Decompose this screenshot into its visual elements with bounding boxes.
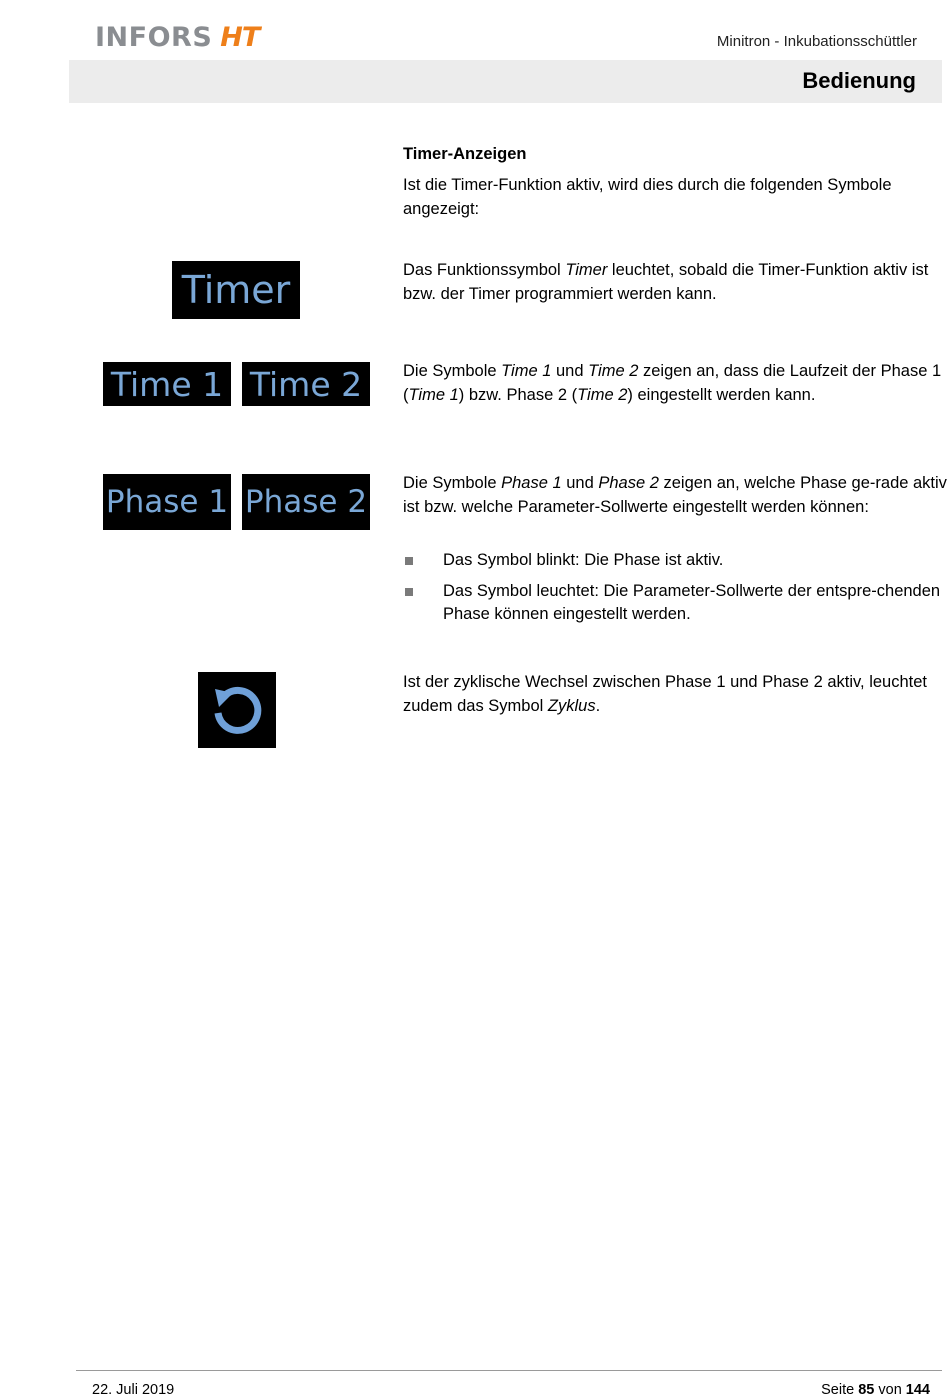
section-title: Bedienung bbox=[802, 68, 916, 93]
phase-paragraph: Die Symbole Phase 1 und Phase 2 zeigen an, welche Phase ge-rade aktiv ist bzw. welche Parameter-Sollwerte eingestellt werden können: bbox=[403, 474, 947, 516]
phase-1-symbol: Phase 1 bbox=[103, 474, 231, 530]
company-logo bbox=[95, 22, 259, 52]
timer-symbol: Timer bbox=[172, 261, 300, 319]
footer-divider bbox=[76, 1370, 942, 1371]
bullet-square-icon bbox=[405, 557, 413, 565]
list-item: Das Symbol leuchtet: Die Parameter-Sollwerte der entspre-chenden Phase können eingestellt werden. bbox=[403, 580, 948, 627]
cycle-paragraph: Ist der zyklische Wechsel zwischen Phase 1 und Phase 2 aktiv, leuchtet zudem das Symbol Zyklus. bbox=[403, 673, 927, 715]
logo-text-ht: HT bbox=[220, 21, 260, 53]
time-1-symbol: Time 1 bbox=[103, 362, 231, 406]
timer-paragraph: Das Funktionssymbol Timer leuchtet, sobald die Timer-Funktion aktiv ist bzw. der Timer programmiert werden kann. bbox=[403, 261, 929, 303]
list-item: Das Symbol blinkt: Die Phase ist aktiv. bbox=[403, 549, 948, 573]
subsection-heading: Timer-Anzeigen bbox=[403, 145, 527, 163]
phase-bullet-list bbox=[403, 549, 948, 634]
page-number: Seite 85 von 144 bbox=[821, 1382, 930, 1398]
document-title: Minitron - Inkubationsschüttler bbox=[716, 33, 917, 50]
time-paragraph: Die Symbole Time 1 und Time 2 zeigen an, dass die Laufzeit der Phase 1 (Time 1) bzw. Phase 2 (Time 2) eingestellt werden kann. bbox=[403, 362, 942, 404]
time-2-symbol: Time 2 bbox=[242, 362, 370, 406]
logo-text-infors: INFORS bbox=[95, 21, 213, 53]
phase-2-symbol: Phase 2 bbox=[242, 474, 370, 530]
cycle-icon bbox=[198, 672, 276, 748]
bullet-square-icon bbox=[405, 588, 413, 596]
footer-date: 22. Juli 2019 bbox=[92, 1382, 175, 1398]
intro-paragraph: Ist die Timer-Funktion aktiv, wird dies durch die folgenden Symbole angezeigt: bbox=[403, 176, 892, 218]
